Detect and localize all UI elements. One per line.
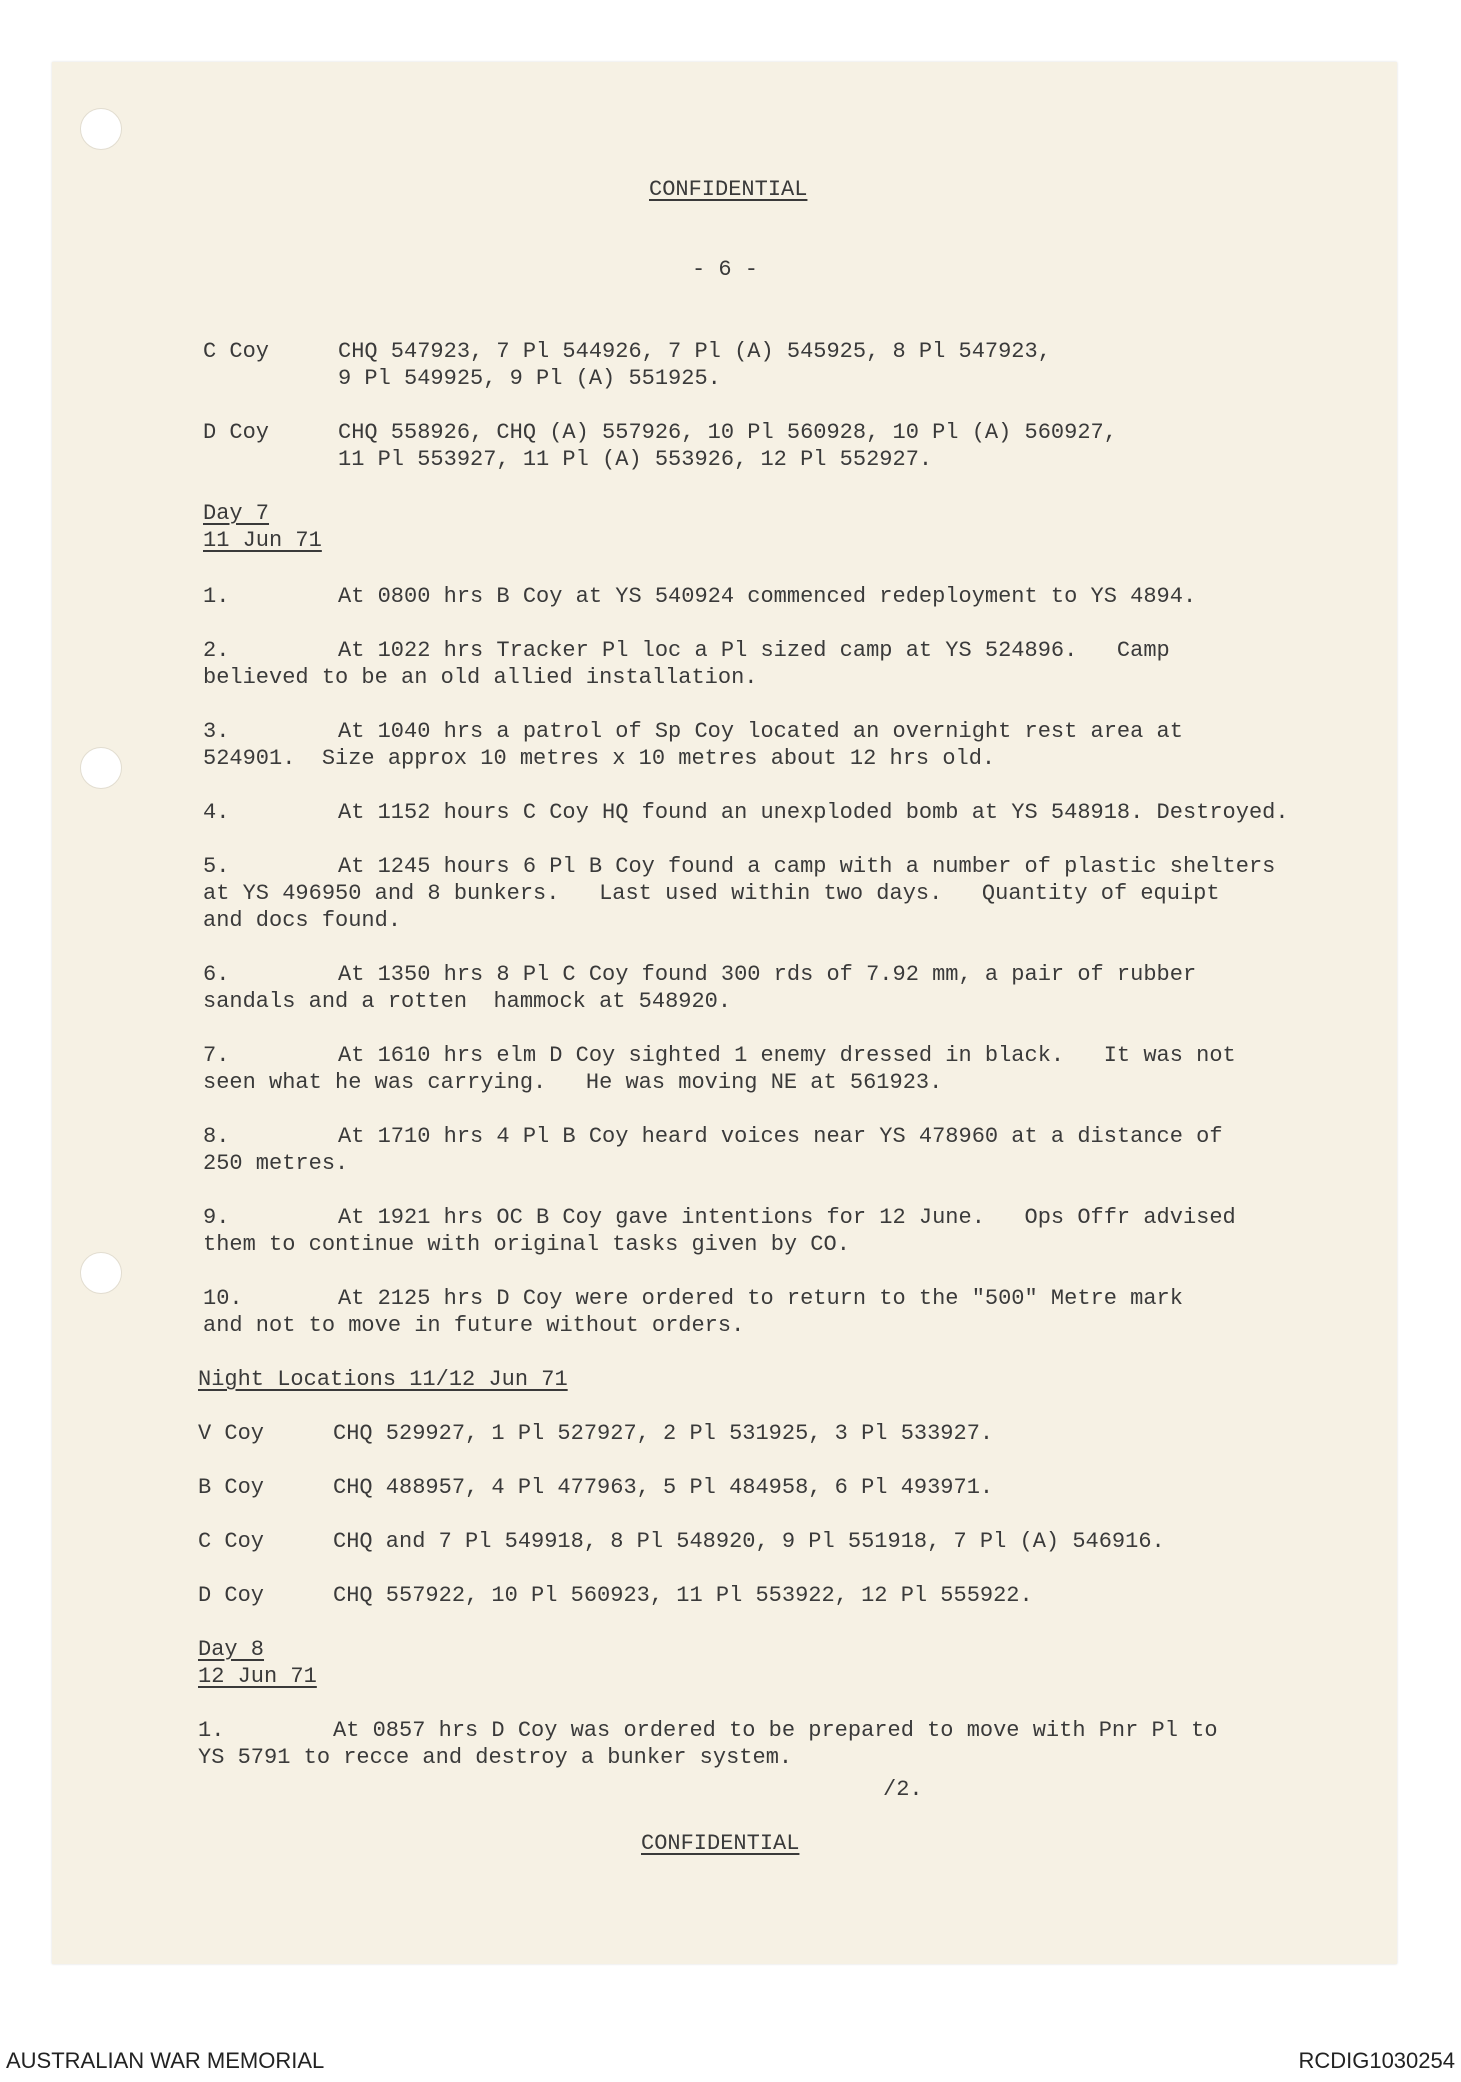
coy-label: V Coy — [198, 1421, 265, 1446]
day-heading: Day 7 — [203, 501, 270, 526]
entry-number: 10. — [203, 1286, 243, 1311]
entry-number: 5. — [203, 854, 230, 879]
coy-line: 11 Pl 553927, 11 Pl (A) 553926, 12 Pl 552927. — [338, 447, 933, 472]
entry-number: 8. — [203, 1124, 230, 1149]
coy-line: CHQ 557922, 10 Pl 560923, 11 Pl 553922, 12 Pl 555922. — [333, 1583, 1033, 1608]
entry-text: At 1610 hrs elm D Coy sighted 1 enemy dressed in black. It was not — [338, 1043, 1236, 1068]
entry-text: At 1022 hrs Tracker Pl loc a Pl sized camp at YS 524896. Camp — [338, 638, 1170, 663]
entry-number: 2. — [203, 638, 230, 663]
entry-number: 1. — [198, 1718, 225, 1743]
entry-text: sandals and a rotten hammock at 548920. — [203, 989, 732, 1014]
day-date: 11 Jun 71 — [203, 528, 322, 553]
entry-text: At 1040 hrs a patrol of Sp Coy located an overnight rest area at — [338, 719, 1183, 744]
entry-text: At 1152 hours C Coy HQ found an unexploded bomb at YS 548918. Destroyed. — [338, 800, 1289, 825]
entry-text: them to continue with original tasks given by CO. — [203, 1232, 850, 1257]
entry-text: At 1710 hrs 4 Pl B Coy heard voices near YS 478960 at a distance of — [338, 1124, 1223, 1149]
entry-number: 6. — [203, 962, 230, 987]
coy-label: D Coy — [198, 1583, 265, 1608]
coy-label: B Coy — [198, 1475, 265, 1500]
coy-line: CHQ and 7 Pl 549918, 8 Pl 548920, 9 Pl 551918, 7 Pl (A) 546916. — [333, 1529, 1165, 1554]
punch-hole — [80, 1252, 122, 1294]
entry-text: At 1245 hours 6 Pl B Coy found a camp with a number of plastic shelters — [338, 854, 1276, 879]
punch-hole — [80, 108, 122, 150]
day-date: 12 Jun 71 — [198, 1664, 317, 1689]
entry-text: 250 metres. — [203, 1151, 349, 1176]
coy-line: CHQ 547923, 7 Pl 544926, 7 Pl (A) 545925, 8 Pl 547923, — [338, 339, 1051, 364]
coy-line: 9 Pl 549925, 9 Pl (A) 551925. — [338, 366, 721, 391]
entry-text: and not to move in future without orders. — [203, 1313, 745, 1338]
entry-text: 524901. Size approx 10 metres x 10 metres about 12 hrs old. — [203, 746, 996, 771]
entry-number: 3. — [203, 719, 230, 744]
entry-text: seen what he was carrying. He was moving NE at 561923. — [203, 1070, 943, 1095]
entry-text: At 0800 hrs B Coy at YS 540924 commenced redeployment to YS 4894. — [338, 584, 1197, 609]
entry-text: at YS 496950 and 8 bunkers. Last used within two days. Quantity of equipt — [203, 881, 1220, 906]
coy-label: D Coy — [203, 420, 270, 445]
entry-number: 4. — [203, 800, 230, 825]
coy-label: C Coy — [198, 1529, 265, 1554]
header-classification: CONFIDENTIAL — [649, 177, 808, 202]
entry-text: YS 5791 to recce and destroy a bunker system. — [198, 1745, 793, 1770]
footer-classification: CONFIDENTIAL — [641, 1831, 800, 1856]
coy-line: CHQ 529927, 1 Pl 527927, 2 Pl 531925, 3 Pl 533927. — [333, 1421, 994, 1446]
entry-text: believed to be an old allied installation. — [203, 665, 758, 690]
coy-label: C Coy — [203, 339, 270, 364]
page-number: - 6 - — [692, 257, 759, 282]
coy-line: CHQ 558926, CHQ (A) 557926, 10 Pl 560928, 10 Pl (A) 560927, — [338, 420, 1117, 445]
entry-text: At 2125 hrs D Coy were ordered to return to the "500" Metre mark — [338, 1286, 1183, 1311]
continuation-marker: /2. — [883, 1777, 923, 1802]
archive-id: RCDIG1030254 — [1298, 2048, 1455, 2073]
day-heading: Day 8 — [198, 1637, 265, 1662]
night-locations-title: Night Locations 11/12 Jun 71 — [198, 1367, 568, 1392]
coy-line: CHQ 488957, 4 Pl 477963, 5 Pl 484958, 6 Pl 493971. — [333, 1475, 994, 1500]
archive-source: AUSTRALIAN WAR MEMORIAL — [6, 2048, 325, 2073]
entry-number: 1. — [203, 584, 230, 609]
entry-number: 9. — [203, 1205, 230, 1230]
entry-text: At 1350 hrs 8 Pl C Coy found 300 rds of 7.92 mm, a pair of rubber — [338, 962, 1197, 987]
entry-number: 7. — [203, 1043, 230, 1068]
punch-hole — [80, 747, 122, 789]
entry-text: At 0857 hrs D Coy was ordered to be prepared to move with Pnr Pl to — [333, 1718, 1218, 1743]
entry-text: and docs found. — [203, 908, 402, 933]
entry-text: At 1921 hrs OC B Coy gave intentions for 12 June. Ops Offr advised — [338, 1205, 1236, 1230]
